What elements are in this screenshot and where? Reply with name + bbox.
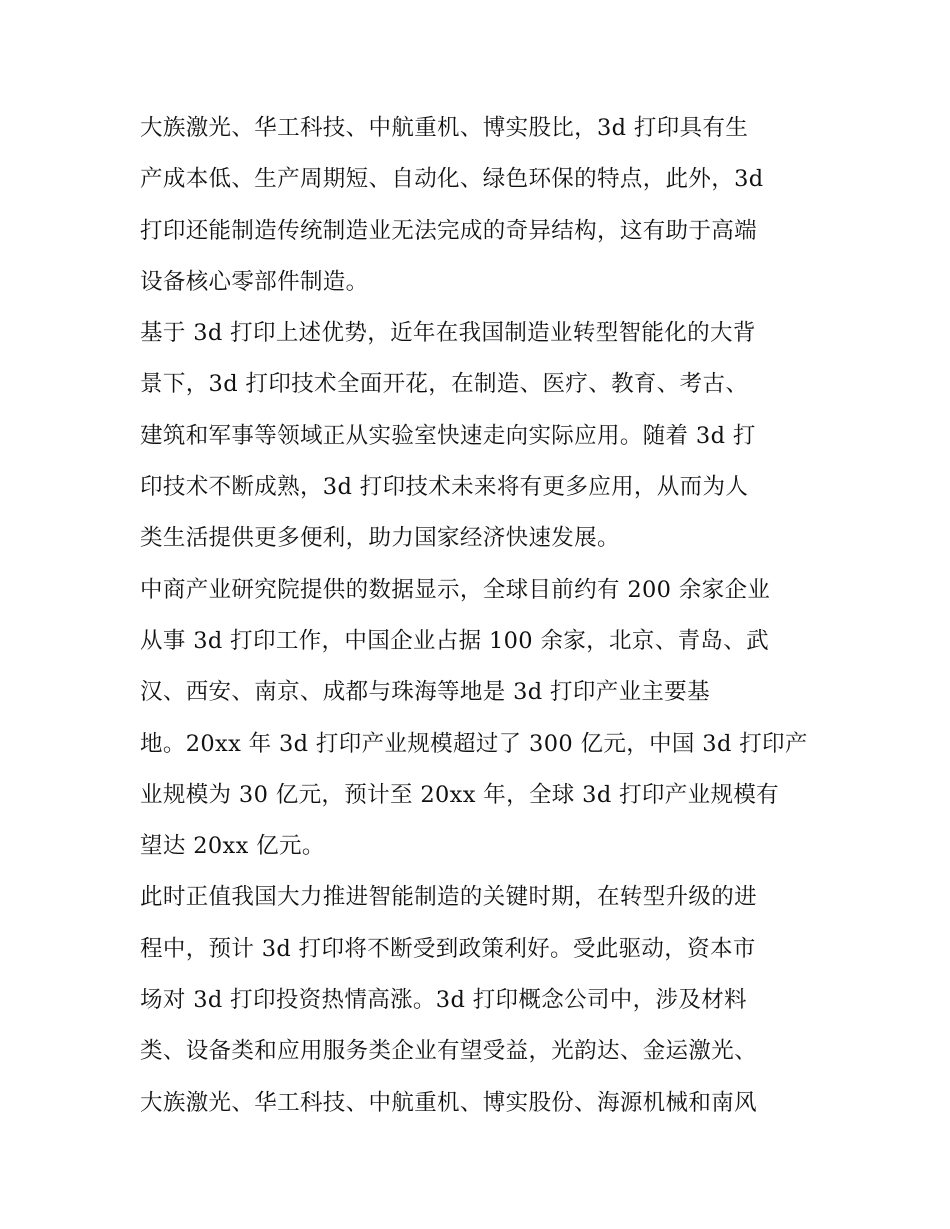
text-line: 产成本低、生产周期短、自动化、绿色环保的特点，此外，3d [140, 166, 764, 193]
text-line: 望达 20xx 亿元。 [140, 833, 325, 860]
text-line: 程中，预计 3d 打印将不断受到政策利好。受此驱动，资本市 [140, 935, 756, 962]
text-line: 大族激光、华工科技、中航重机、博实股比，3d 打印具有生 [140, 115, 749, 141]
text-line: 大族激光、华工科技、中航重机、博实股份、海源机械和南风 [140, 1089, 757, 1116]
paragraph-1 [140, 103, 820, 308]
text-line: 中商产业研究院提供的数据显示，全球目前约有 200 余家企业 [140, 576, 771, 603]
text-line: 业规模为 30 亿元，预计至 20xx 年，全球 3d 打印产业规模有 [140, 781, 780, 808]
text-line: 景下，3d 打印技术全面开花，在制造、医疗、教育、考古、 [140, 371, 749, 398]
paragraph-2 [140, 308, 820, 564]
text-line: 打印还能制造传统制造业无法完成的奇异结构，这有助于高端 [140, 217, 757, 244]
body-text [140, 103, 820, 1129]
text-line: 类、设备类和应用服务类企业有望受益，光韵达、金运激光、 [140, 1038, 757, 1065]
paragraph-3 [140, 565, 820, 873]
text-line: 从事 3d 打印工作，中国企业占据 100 余家，北京、青岛、武 [140, 627, 769, 654]
text-line: 印技术不断成熟，3d 打印技术未来将有更多应用，从而为人 [140, 474, 749, 501]
text-line: 汉、西安、南京、成都与珠海等地是 3d 打印产业主要基 [140, 679, 710, 706]
text-line: 设备核心零部件制造。 [140, 268, 369, 295]
paragraph-4 [140, 872, 820, 1128]
text-line: 场对 3d 打印投资热情高涨。3d 打印概念公司中，涉及材料 [140, 987, 747, 1014]
text-line: 建筑和军事等领域正从实验室快速走向实际应用。随着 3d 打 [140, 422, 756, 449]
text-line: 基于 3d 打印上述优势，近年在我国制造业转型智能化的大背 [140, 320, 756, 347]
text-line: 类生活提供更多便利，助力国家经济快速发展。 [140, 525, 620, 552]
text-line: 地。20xx 年 3d 打印产业规模超过了 300 亿元，中国 3d 打印产 [140, 730, 808, 757]
text-line: 此时正值我国大力推进智能制造的关键时期，在转型升级的进 [140, 884, 757, 911]
